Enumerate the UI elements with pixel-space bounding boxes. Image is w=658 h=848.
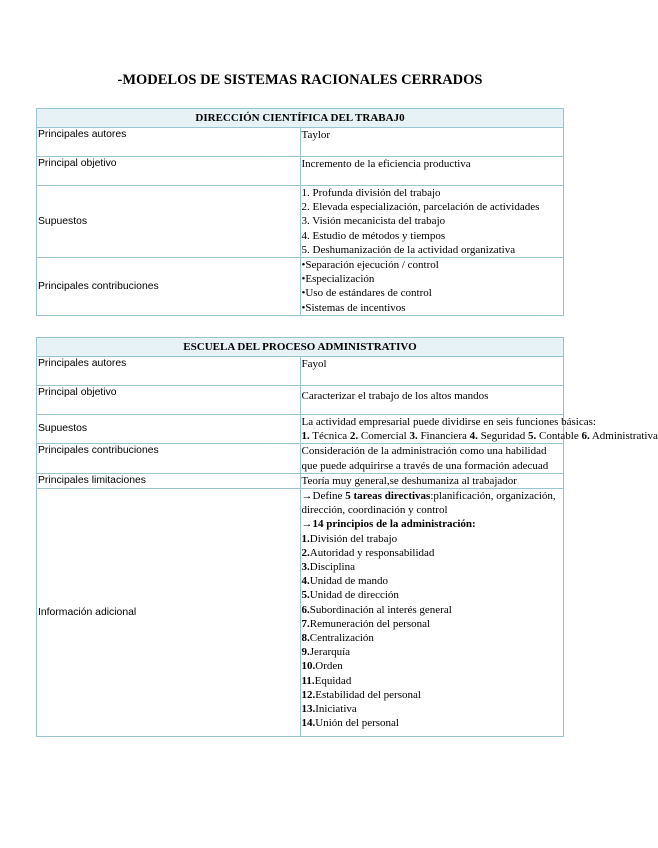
principio-num: 7. [301,617,310,630]
principios-title: →14 principios de la administración: [301,518,476,531]
principio-text: Iniciativa [315,703,357,716]
principio-num: 14. [301,717,316,730]
list-item: •Especialización [301,273,375,286]
table2-info-label: Información adicional [37,489,301,737]
funciones-line [301,429,658,443]
list-item [302,645,563,659]
tareas-directivas [302,489,563,517]
list-item [302,588,563,602]
table-direccion-cientifica [36,108,564,316]
table2-autores-value: Fayol [300,357,564,386]
list-item: 3. Visión mecanicista del trabajo [301,215,446,228]
list-item [302,560,563,574]
list-item [302,659,563,673]
list-item [302,546,563,560]
principio-num: 1. [301,532,310,545]
tareas-suffix: :planificación, organización, dirección, coordinación y control [301,490,556,517]
funcion-text: Contable [536,430,582,443]
table1-supuestos-label: Supuestos [37,186,301,258]
table2-objetivo-value: Caracterizar el trabajo de los altos mandos [300,386,564,415]
principio-text: Autoridad y responsabilidad [309,546,435,559]
table2-header: ESCUELA DEL PROCESO ADMINISTRATIVO [37,338,564,357]
table1-objetivo-label: Principal objetivo [37,157,301,186]
funcion-num: 6. [581,430,590,443]
table2-contrib-label: Principales contribuciones [37,444,301,473]
list-item: 5. Deshumanización de la actividad organizativa [301,243,516,256]
list-item: 2. Elevada especialización, parcelación de actividades [301,201,540,214]
table2-supuestos-label: Supuestos [37,415,301,444]
page-title: -MODELOS DE SISTEMAS RACIONALES CERRADOS [117,72,483,88]
table2-contrib-value [300,444,564,473]
funcion-num: 5. [527,430,537,443]
table2-autores-label: Principales autores [37,357,301,386]
table2-objetivo-label: Principal objetivo [37,386,301,415]
table2-supuestos-cell [300,415,658,444]
list-item [302,574,563,588]
funcion-num: 4. [469,430,478,443]
principio-text: Unidad de dirección [309,589,399,602]
table1-autores-label: Principales autores [37,128,301,157]
principio-num: 10. [301,660,316,673]
list-item: •Separación ejecución / control [301,259,439,272]
principio-num: 13. [301,703,316,716]
tareas-prefix: →Define [301,490,346,503]
principio-num: 5. [301,589,310,602]
spacer [302,730,563,736]
table2-limit-label: Principales limitaciones [37,473,301,488]
principio-text: Unión del personal [315,717,399,730]
list-item: •Sistemas de incentivos [301,301,406,314]
list-item [302,688,563,702]
table1-contrib-label: Principales contribuciones [37,258,301,316]
funcion-num: 1. [301,430,310,443]
list-item: •Uso de estándares de control [301,287,432,300]
list-item: 1. Profunda división del trabajo [301,187,441,199]
list-item [302,532,563,546]
list-item [302,603,563,617]
table-proceso-administrativo [36,337,658,737]
principio-text: Orden [315,660,343,673]
table1-contrib-list [300,258,564,316]
principio-text: Disciplina [309,561,355,574]
table1-autores-value: Taylor [300,128,564,157]
table2-info-cell [300,489,564,737]
tareas-bold: 5 tareas directivas [345,490,431,503]
principio-text: Unidad de mando [309,575,388,588]
principio-text: Equidad [314,674,352,687]
principio-text: Centralización [309,632,374,645]
list-item [302,716,563,730]
funcion-text: Administrativa [589,430,658,443]
list-item: 4. Estudio de métodos y tiempos [301,229,446,242]
funcion-text: Comercial [358,430,410,443]
list-item [302,617,563,631]
funcion-text: Técnica [309,430,350,443]
principio-num: 6. [301,603,310,616]
principio-text: Remuneración del personal [309,617,431,630]
funcion-text: Seguridad [477,430,528,443]
contrib-text: Consideración de la administración como una habilidad que puede adquirirse a través de una formación adecuad [301,445,549,472]
principio-text: Estabilidad del personal [315,688,421,701]
supuestos-intro: La actividad empresarial puede dividirse en seis funciones básicas: [301,416,596,428]
principio-num: 4. [301,575,310,588]
list-item [302,674,563,688]
principio-text: Subordinación al interés general [309,603,452,616]
principio-num: 8. [301,632,310,645]
principio-num: 3. [301,561,310,574]
list-item [302,702,563,716]
principio-text: Jerarquía [309,646,351,659]
list-item [302,631,563,645]
table1-supuestos-list [300,186,564,258]
funcion-text: Financiera [417,430,470,443]
funcion-num: 2. [349,430,359,443]
table1-objetivo-value: Incremento de la eficiencia productiva [300,157,564,186]
principio-num: 2. [301,546,310,559]
table2-limit-value: Teoría muy general,se deshumaniza al trabajador [300,473,564,488]
funcion-num: 3. [409,430,418,443]
principio-num: 11. [301,674,315,687]
principio-num: 12. [301,688,316,701]
table1-header: DIRECCIÓN CIENTÍFICA DEL TRABAJ0 [37,109,564,128]
principio-num: 9. [301,646,310,659]
principio-text: División del trabajo [309,532,398,545]
